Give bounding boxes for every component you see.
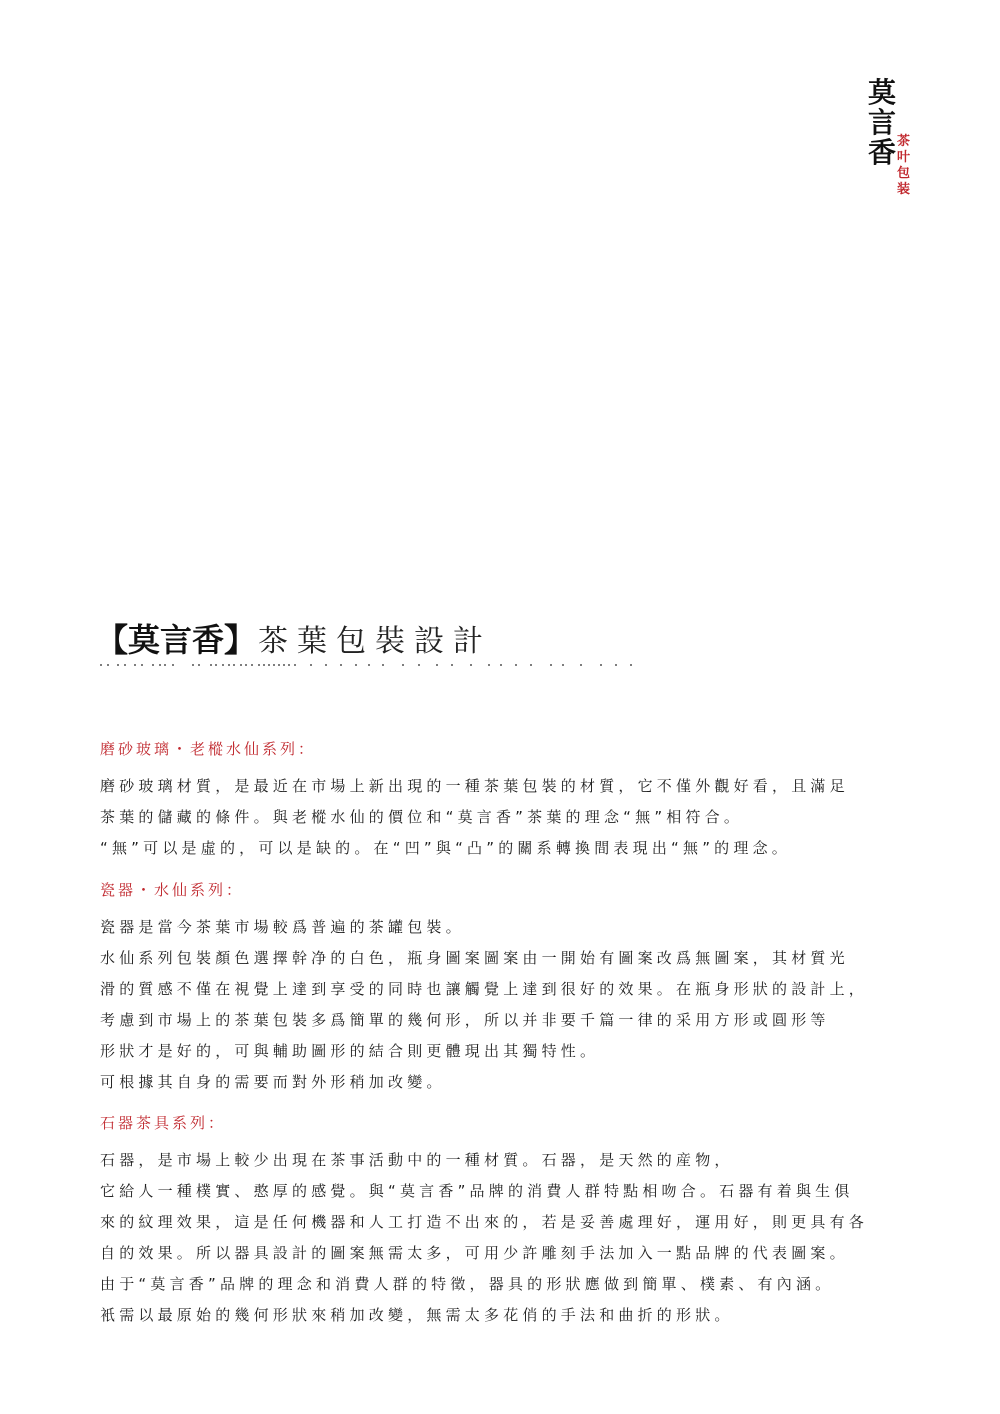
- underline-dot: [251, 664, 253, 666]
- underline-dot: [273, 664, 275, 666]
- section-stoneware: [100, 1112, 920, 1331]
- body-text-line: 茶葉的儲藏的條件。與老樅水仙的價位和“莫言香”茶葉的理念“無”相符合。: [100, 808, 744, 826]
- underline-dot: [436, 664, 438, 666]
- body-text-line: 磨砂玻璃材質，是最近在市場上新出現的一種茶葉包裝的材質，它不僅外觀好看，且滿足: [100, 777, 849, 795]
- brand-subtitle: 茶叶包装: [897, 134, 911, 197]
- body-text-line: 來的紋理效果，這是任何機器和人工打造不出來的，若是妥善處理好，運用好，則更具有各: [100, 1213, 869, 1231]
- body-text-line: 它給人一種樸實、憨厚的感覺。與“莫言香”品牌的消費人群特點相吻合。石器有着與生俱: [100, 1182, 854, 1200]
- underline-dot: [258, 664, 260, 666]
- underline-dot: [418, 664, 420, 666]
- underline-dot: [500, 664, 502, 666]
- underline-dot: [402, 664, 404, 666]
- section-frosted-glass: [100, 738, 920, 864]
- underline-dot: [368, 664, 370, 666]
- section-porcelain: [100, 879, 920, 1098]
- underline-dot: [263, 664, 265, 666]
- underline-dot: [134, 664, 136, 666]
- section-heading: 石器茶具系列：: [100, 1114, 227, 1132]
- brand-logo: [868, 78, 928, 208]
- body-text-line: 考慮到市場上的茶葉包裝多爲簡單的幾何形，所以并非要千篇一律的采用方形或圓形等: [100, 1011, 830, 1029]
- underline-dot: [100, 664, 102, 666]
- underline-dot: [268, 664, 270, 666]
- underline-dot: [228, 664, 230, 666]
- body-text-line: 石器，是市場上較少出現在茶事活動中的一種材質。石器，是天然的産物，: [100, 1151, 734, 1169]
- body-text-line: 自的效果。所以器具設計的圖案無需太多，可用少許雕刻手法加入一點品牌的代表圖案。: [100, 1244, 849, 1262]
- underline-dot: [117, 664, 119, 666]
- section-body: [100, 912, 920, 1098]
- underline-dot: [210, 664, 212, 666]
- body-text-line: 瓷器是當今茶葉市場較爲普遍的茶罐包裝。: [100, 918, 465, 936]
- underline-dot: [198, 664, 200, 666]
- body-text-line: 形狀才是好的，可與輔助圖形的結合則更體現出其獨特性。: [100, 1042, 600, 1060]
- underline-dot: [630, 664, 632, 666]
- underline-dot: [245, 664, 247, 666]
- underline-dot: [172, 664, 174, 666]
- underline-dot: [310, 664, 312, 666]
- underline-dot: [278, 664, 280, 666]
- underline-dot: [107, 664, 109, 666]
- underline-dot: [530, 664, 532, 666]
- underline-dot: [222, 664, 224, 666]
- title-dotted-underline: [100, 664, 670, 670]
- section-heading: 磨砂玻璃・老樅水仙系列：: [100, 740, 317, 758]
- underline-dot: [152, 664, 154, 666]
- brand-name: 莫言香: [868, 76, 897, 169]
- body-text-line: 可根據其自身的需要而對外形稍加改變。: [100, 1073, 446, 1091]
- underline-dot: [615, 664, 617, 666]
- underline-dot: [470, 664, 472, 666]
- underline-dot: [451, 664, 453, 666]
- underline-dot: [355, 664, 357, 666]
- underline-dot: [164, 664, 166, 666]
- underline-dot: [159, 664, 161, 666]
- section-body: [100, 771, 920, 864]
- title-brand: 【莫言香】: [96, 621, 257, 659]
- underline-dot: [124, 664, 126, 666]
- underline-dot: [325, 664, 327, 666]
- body-text-line: 水仙系列包裝顏色選擇幹净的白色，瓶身圖案圖案由一開始有圖案改爲無圖案，其材質光: [100, 949, 849, 967]
- underline-dot: [240, 664, 242, 666]
- underline-dot: [550, 664, 552, 666]
- page-title: [96, 618, 492, 662]
- body-text-line: 衹需以最原始的幾何形狀來稍加改變，無需太多花俏的手法和曲折的形狀。: [100, 1306, 734, 1324]
- body-text-line: 由于“莫言香”品牌的理念和消費人群的特徵，器具的形狀應做到簡單、樸素、有內涵。: [100, 1275, 835, 1293]
- section-body: [100, 1145, 920, 1331]
- title-text: 茶葉包裝設計: [258, 624, 493, 659]
- underline-dot: [283, 664, 285, 666]
- body-text-line: “無”可以是虛的，可以是缺的。在“凹”與“凸”的關系轉換間表現出“無”的理念。: [100, 839, 791, 857]
- underline-dot: [215, 664, 217, 666]
- underline-dot: [600, 664, 602, 666]
- underline-dot: [562, 664, 564, 666]
- underline-dot: [141, 664, 143, 666]
- underline-dot: [192, 664, 194, 666]
- underline-dot: [488, 664, 490, 666]
- underline-dot: [294, 664, 296, 666]
- section-heading: 瓷器・水仙系列：: [100, 881, 245, 899]
- underline-dot: [288, 664, 290, 666]
- body-text-line: 滑的質感不僅在視覺上達到享受的同時也讓觸覺上達到很好的效果。在瓶身形狀的設計上，: [100, 980, 869, 998]
- underline-dot: [580, 664, 582, 666]
- underline-dot: [515, 664, 517, 666]
- underline-dot: [382, 664, 384, 666]
- underline-dot: [233, 664, 235, 666]
- underline-dot: [340, 664, 342, 666]
